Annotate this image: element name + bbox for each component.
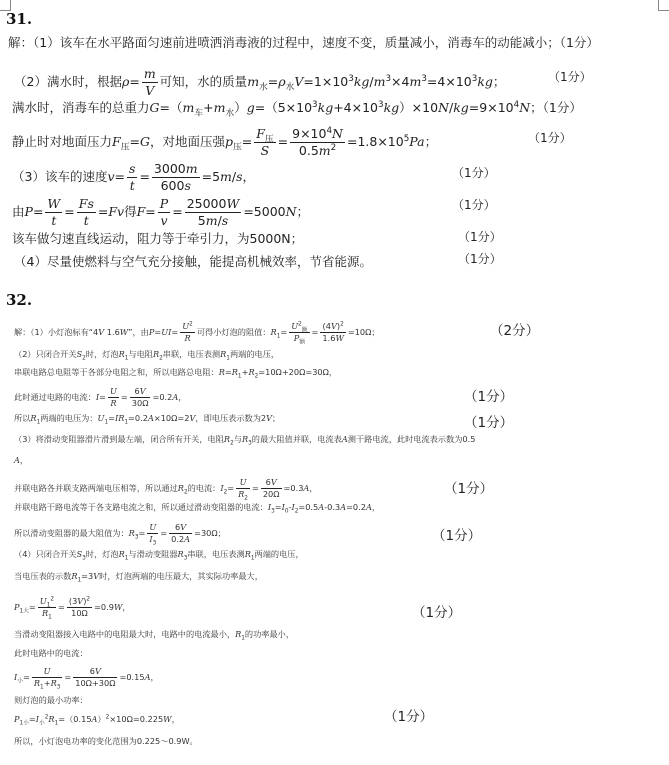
- question-number: 32.: [6, 291, 33, 309]
- q31-line: （3）该车的速度v= $\frac{s}{t}$ = $\frac{3000m}{600s}$ =5m/s，: [12, 161, 256, 193]
- q32-line: $P_{1小}=I_小^2R_1=(0.15A)^2\times 10\Omega=0.225W$，: [14, 714, 180, 727]
- score-label: （1分）: [528, 131, 572, 145]
- q32-line: （3）将滑动变阻器滑片滑到最左端，闭合所有开关，电阻$R_2$与$R_3$的最大阻值并联，电流表A测干路电流，此时电流表示数为0.5: [14, 434, 476, 447]
- q32-line: 并联电路干路电流等于各支路电流之和，所以通过滑动变阻器的电流：$I_3=I_0-I_2=0.5A-0.3A=0.2A$，: [14, 502, 381, 515]
- score-label: （1分）: [444, 481, 494, 497]
- q32-line: 则灯泡的最小功率：: [14, 695, 88, 705]
- score-label: （1分）: [432, 528, 482, 544]
- q31-line: 解：（1）该车在水平路面匀速前进喷洒消毒液的过程中，速度不变，质量减小，消毒车的动能减小；（1分）: [8, 35, 599, 50]
- q32-line: 当滑动变阻器接入电路中的电阻最大时，电路中的电流最小，$R_1$的功率最小，: [14, 629, 295, 642]
- score-label: （1分）: [548, 70, 592, 84]
- crop-mark-top-right: [658, 0, 669, 11]
- q32-line: 解：（1）小灯泡标有“4V 1.6W”，由P=UI= $\frac{U^2}{R}$ 可得小灯泡的阻值：$R_1=$ $\frac{U^2_额}{P_额}$ = $\frac{(4V)^2}{1.6W}$ =10Ω；: [14, 321, 380, 346]
- q31-line: 满水时，消毒车的总重力$G=(m_车+m_水)g=(5\times 10^3kg+4\times 10^3kg)\times 10N/kg=9\times 10^4N$；（1分）: [12, 99, 582, 119]
- score-label: （1分）: [458, 252, 502, 266]
- score-label: （1分）: [452, 166, 496, 180]
- q32-line: 串联电路总电阻等于各部分电阻之和，所以电路总电阻：$R=R_1+R_2=10\Omega+20\Omega=30\Omega$，: [14, 367, 338, 380]
- q31-line: （4）尽量使燃料与空气充分接触，能提高机械效率，节省能源。: [14, 254, 372, 269]
- score-label: （2分）: [490, 323, 540, 339]
- q32-line: 所以，小灯泡电功率的变化范围为0.225～0.9W。: [14, 736, 198, 746]
- q32-line: （2）只闭合开关$S_2$时，灯泡$R_1$与电阻$R_2$串联，电压表测$R_1$两端的电压，: [14, 349, 280, 362]
- q32-line: A，: [14, 455, 29, 465]
- q32-line: 所以$R_1$两端的电压为：$U_1=IR_1=0.2A\times 10\Omega=2V$，即电压表示数为2V；: [14, 413, 281, 426]
- q32-line: 此时通过电路的电流：I= $\frac{U}{R}$ = $\frac{6V}{30\Omega}$ =0.2A，: [14, 386, 187, 408]
- q32-line: $I_小=$ $\frac{U}{R_1+R_3}$ = $\frac{6V}{10\Omega+30\Omega}$ =0.15A，: [14, 666, 159, 691]
- score-label: （1分）: [464, 389, 514, 405]
- q32-line: 所以滑动变阻器的最大阻值为：$R_3=$ $\frac{U}{I_3}$ = $\frac{6V}{0.2A}$ =30Ω；: [14, 522, 226, 547]
- score-label: （1分）: [464, 415, 514, 431]
- q32-line: 当电压表的示数$R_1=3V$时，灯泡两端的电压最大，其实际功率最大，: [14, 571, 263, 584]
- score-label: （1分）: [384, 709, 434, 725]
- q32-line: 并联电路各并联支路两端电压相等，所以通过$R_2$的电流：$I_2=$ $\frac{U}{R_2}$ = $\frac{6V}{20\Omega}$ =0.3A，: [14, 477, 318, 502]
- score-label: （1分）: [452, 198, 496, 212]
- question-number: 31.: [6, 10, 33, 28]
- q32-line: $P_{1大}=$ $\frac{U_1^2}{R_1}$ = $\frac{(3V)^2}{10\Omega}$ =0.9W，: [14, 596, 131, 621]
- q31-line: 该车做匀速直线运动，阻力等于牵引力，为5000N；: [12, 231, 304, 246]
- score-label: （1分）: [412, 605, 462, 621]
- q31-line: （2）满水时，根据ρ= $\frac{m}{V}$ 可知，水的质量$m_水=\rho_水V=1\times 10^3kg/m^3\times 4m^3=4\times 10^3kg$；: [14, 66, 506, 98]
- score-label: （1分）: [458, 230, 502, 244]
- q31-line: 由P= $\frac{W}{t}$ = $\frac{Fs}{t}$ =Fv得F= $\frac{P}{v}$ = $\frac{25000W}{5m/s}$ =5000N；: [12, 196, 310, 228]
- q32-line: 此时电路中的电流：: [14, 648, 88, 658]
- q32-line: （4）只闭合开关$S_3$时，灯泡$R_1$与滑动变阻器$R_3$串联，电压表测$R_1$两端的电压，: [14, 549, 304, 562]
- q31-line: 静止时对地面压力$F_压=G$，对地面压强$p_压=$ $\frac{F_压}{S}$ = $\frac{9\times 10^4N}{0.5m^2}$ $=1.8\times 10^5Pa$；: [12, 125, 438, 158]
